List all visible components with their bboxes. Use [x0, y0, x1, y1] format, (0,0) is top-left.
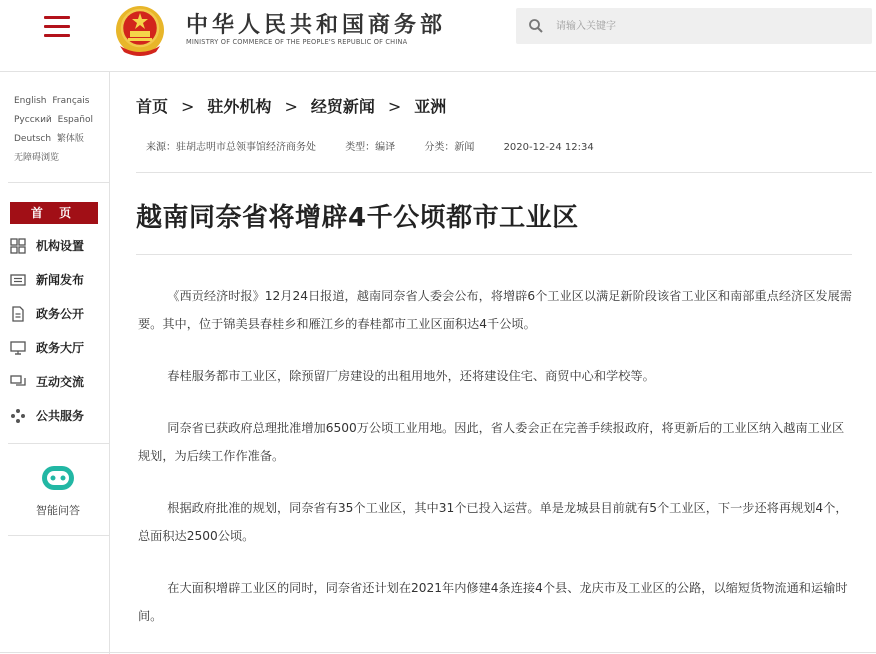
article-type: 类型：编译 — [345, 142, 396, 153]
document-icon — [10, 306, 26, 322]
sidebar-divider — [8, 182, 110, 183]
lang-russian[interactable]: Русский — [14, 115, 52, 125]
site-title-english: MINISTRY OF COMMERCE OF THE PEOPLE'S REPUBLIC OF CHINA — [186, 38, 408, 46]
sidebar-item-label: 政务公开 — [36, 307, 85, 321]
home-button[interactable]: 首 页 — [10, 202, 98, 224]
site-title[interactable]: 中华人民共和国商务部 — [186, 13, 447, 38]
lang-english[interactable]: English — [14, 96, 47, 106]
article-paragraph: 根据政府批准的规划，同奈省有35个工业区，其中31个已投入运营。单是龙城县目前就有5个工业区，下一步还将再规划4个，总面积达2500公顷。 — [138, 501, 848, 543]
robot-assistant-icon[interactable] — [38, 462, 78, 494]
language-links — [14, 92, 106, 168]
sidebar-item-label: 政务大厅 — [36, 341, 85, 355]
site-header — [0, 0, 876, 72]
breadcrumb — [136, 94, 446, 117]
breadcrumb-trade-news[interactable]: 经贸新闻 — [310, 97, 375, 116]
chevron-right-icon: > — [181, 97, 195, 116]
news-icon — [10, 272, 26, 288]
article-source: 来源：驻胡志明市总领事馆经济商务处 — [146, 142, 316, 153]
article-title: 越南同奈省将增辟4千公顷都市工业区 — [136, 203, 579, 233]
menu-icon[interactable] — [44, 16, 70, 38]
divider — [136, 172, 872, 173]
accessibility-link[interactable]: 无障碍浏览 — [14, 153, 60, 163]
assistant-label[interactable]: 智能问答 — [36, 504, 80, 517]
service-icon — [10, 408, 26, 424]
divider — [0, 652, 876, 653]
sidebar-item-org[interactable] — [10, 235, 106, 257]
lang-spanish[interactable]: Español — [57, 115, 93, 125]
sidebar-item-public-service[interactable] — [10, 405, 106, 427]
lang-traditional-chinese[interactable]: 繁体版 — [56, 134, 84, 144]
breadcrumb-overseas[interactable]: 驻外机构 — [207, 97, 272, 116]
sidebar-item-gov-info[interactable] — [10, 303, 106, 325]
org-grid-icon — [10, 238, 26, 254]
sidebar-item-label: 新闻发布 — [36, 273, 85, 287]
divider — [136, 254, 852, 255]
article-paragraph: 同奈省已获政府总理批准增加6500万公顷工业用地。因此，省人委会正在完善手续报政府，将更新后的工业区纳入越南工业区规划，为后续工作作准备。 — [138, 421, 845, 463]
sidebar-item-label: 公共服务 — [36, 409, 85, 423]
article-paragraph: 春桂服务都市工业区，除预留厂房建设的出租用地外，还将建设住宅、商贸中心和学校等。 — [167, 369, 655, 383]
article-body — [138, 282, 852, 654]
article-paragraph: 《西贡经济时报》12月24日报道，越南同奈省人委会公布，将增辟6个工业区以满足新阶段该省工业区和南部重点经济区发展需要。其中，位于锦美县春桂乡和雁江乡的春桂都市工业区面积达4千公顷。 — [138, 289, 852, 331]
article-date: 2020-12-24 12:34 — [503, 142, 594, 153]
sidebar-divider — [8, 443, 110, 444]
sidebar-item-label: 机构设置 — [36, 239, 85, 253]
chevron-right-icon: > — [284, 97, 298, 116]
lang-german[interactable]: Deutsch — [14, 134, 52, 144]
article-meta — [146, 138, 594, 153]
article-paragraph: 在大面积增辟工业区的同时，同奈省还计划在2021年内修建4条连接4个县、龙庆市及工业区的公路，以缩短货物流通和运输时间。 — [138, 581, 848, 623]
search-icon[interactable] — [528, 18, 544, 34]
monitor-icon — [10, 340, 26, 356]
sidebar-item-interaction[interactable] — [10, 371, 106, 393]
search-input[interactable] — [556, 16, 856, 36]
breadcrumb-asia[interactable]: 亚洲 — [414, 97, 447, 116]
chevron-right-icon: > — [387, 97, 402, 116]
national-emblem[interactable] — [112, 4, 168, 56]
chat-icon — [10, 374, 26, 390]
sidebar-item-news[interactable] — [10, 269, 106, 291]
breadcrumb-home[interactable]: 首页 — [136, 97, 169, 116]
sidebar-item-label: 互动交流 — [36, 375, 85, 389]
search-bar[interactable] — [516, 8, 872, 44]
lang-french[interactable]: Français — [52, 96, 90, 106]
sidebar — [0, 72, 110, 654]
sidebar-divider — [8, 535, 110, 536]
sidebar-item-service-hall[interactable] — [10, 337, 106, 359]
article-category: 分类：新闻 — [424, 142, 475, 153]
